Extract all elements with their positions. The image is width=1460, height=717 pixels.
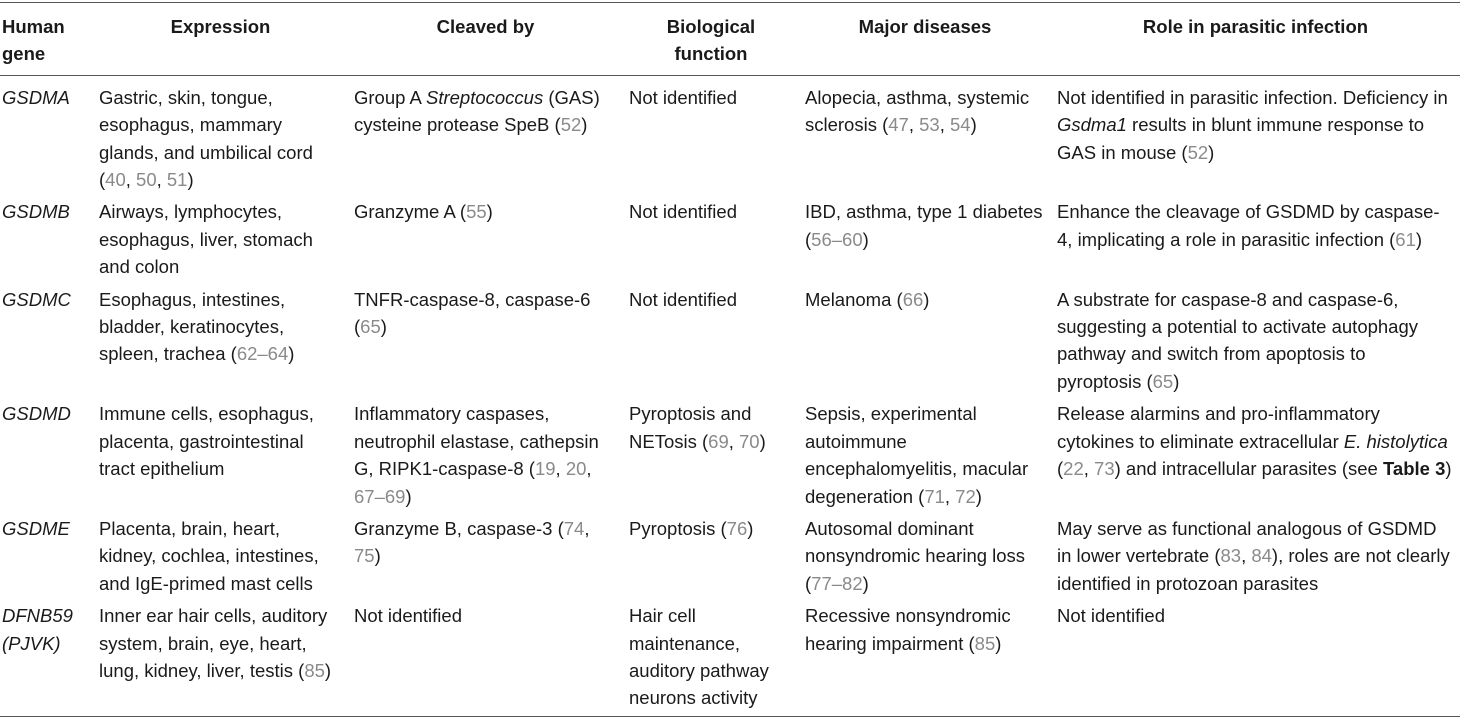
text: ) (923, 288, 930, 310)
italic-term: Streptococcus (426, 86, 544, 108)
text: ( (1057, 458, 1064, 480)
table-row (0, 510, 1460, 597)
text: ) (324, 659, 332, 681)
separator: , (125, 169, 137, 191)
reference-link[interactable]: 66 (902, 288, 924, 310)
reference-link[interactable]: 65 (1152, 370, 1174, 392)
text: Granzyme A ( (354, 201, 467, 223)
text: Inner ear hair cells, auditory system, brain, eye, heart, lung, kidney, liver, testis ( (99, 605, 328, 681)
reference-link[interactable]: 54 (949, 114, 971, 136)
separator: , (584, 517, 590, 539)
gasdermin-table (0, 2, 1460, 717)
italic-term: E. histolytica (1343, 430, 1448, 452)
reference-link[interactable]: 19 (534, 458, 556, 480)
table-row (0, 597, 1460, 716)
reference-link[interactable]: 22 (1063, 458, 1084, 480)
text: Esophagus, intestines, bladder, keratinocytes, spleen, trachea ( (99, 288, 286, 365)
reference-link[interactable]: 74 (563, 517, 585, 539)
cleaved-by-cell (348, 193, 623, 280)
reference-link[interactable]: 71 (924, 485, 945, 507)
text: Granzyme B, caspase-3 ( (354, 517, 564, 539)
reference-link[interactable]: 84 (1251, 545, 1272, 567)
table-row (0, 193, 1460, 280)
cleaved-by-cell: Not identified (348, 597, 623, 716)
separator: , (728, 430, 740, 452)
text: ) (486, 201, 493, 223)
diseases-cell (799, 281, 1051, 396)
cleaved-by-cell (348, 75, 623, 193)
function-cell: Not identified (629, 86, 737, 108)
expression-cell: Immune cells, esophagus, placenta, gastrointestinal tract epithelium (99, 403, 314, 480)
text: May serve as functional analogous of GSDMD in lower vertebrate ( (1057, 517, 1437, 567)
text: Inflammatory caspases, neutrophil elastase, cathepsin G, RIPK1-caspase-8 ( (354, 403, 599, 480)
text: Pyroptosis ( (629, 517, 727, 539)
reference-link[interactable]: 61 (1395, 228, 1416, 250)
diseases-cell (799, 395, 1051, 510)
reference-link[interactable]: 51 (166, 169, 188, 191)
text: Group A (354, 86, 426, 108)
gene-name: GSDMD (2, 403, 71, 425)
text: ) (1445, 458, 1452, 480)
header-expression: Expression (93, 3, 348, 76)
table-3-link[interactable]: Table 3 (1383, 458, 1446, 480)
text: ) (374, 545, 381, 567)
function-cell: Not identified (629, 201, 737, 223)
text: ) (747, 517, 754, 539)
text: ) (1415, 228, 1423, 250)
header-row (0, 3, 1460, 76)
expression-cell: Placenta, brain, heart, kidney, cochlea, intestines, and IgE-primed mast cells (99, 517, 319, 594)
role-cell (1051, 395, 1460, 510)
text: ) (581, 114, 588, 136)
separator: , (586, 458, 592, 480)
reference-link[interactable]: 75 (354, 545, 375, 567)
reference-link[interactable]: 53 (919, 114, 940, 136)
reference-link[interactable]: 76 (726, 517, 748, 539)
text: Recessive nonsyndromic hearing impairment ( (805, 605, 1011, 654)
reference-link[interactable]: 72 (955, 485, 976, 507)
header-role: Role in parasitic infection (1051, 3, 1460, 76)
gene-name: GSDMC (2, 288, 71, 310)
reference-link[interactable]: 52 (1187, 141, 1209, 163)
reference-link[interactable]: 85 (974, 632, 996, 654)
gene-name: DFNB59 (PJVK) (0, 597, 93, 716)
expression-cell (93, 75, 348, 193)
header-gene: Human gene (0, 3, 93, 76)
text: ) (1173, 370, 1180, 392)
header-diseases: Major diseases (799, 3, 1051, 76)
gene-name: GSDMA (2, 86, 70, 108)
text: Pyroptosis and NETosis ( (629, 403, 752, 452)
expression-cell: Airways, lymphocytes, esophagus, liver, stomach and colon (99, 201, 313, 278)
text: ) (288, 343, 295, 365)
reference-link[interactable]: 20 (565, 458, 587, 480)
separator: , (1083, 458, 1095, 480)
reference-link[interactable]: 50 (136, 169, 157, 191)
text: ) (995, 632, 1002, 654)
role-cell (1051, 510, 1460, 597)
reference-link[interactable]: 40 (105, 169, 126, 191)
text: TNFR-caspase-8, caspase-6 ( (354, 288, 591, 338)
reference-link[interactable]: 69 (708, 430, 729, 452)
role-cell (1051, 193, 1460, 280)
reference-link[interactable]: 83 (1220, 545, 1242, 567)
function-cell (623, 395, 799, 510)
diseases-cell (799, 75, 1051, 193)
text: ) (187, 169, 194, 191)
text: Gastric, skin, tongue, esophagus, mammary glands, and umbilical cord ( (99, 86, 313, 191)
reference-link[interactable]: 70 (739, 430, 760, 452)
text: Alopecia, asthma, systemic sclerosis ( (805, 86, 1030, 136)
header-cleaved-by: Cleaved by (348, 3, 623, 76)
text: ) and intracellular parasites (see (1114, 458, 1383, 480)
function-cell (623, 510, 799, 597)
text: ) (405, 485, 412, 507)
reference-link[interactable]: 67–69 (354, 485, 406, 507)
separator: , (156, 169, 167, 191)
function-cell: Not identified (629, 288, 737, 310)
separator: , (944, 485, 956, 507)
separator: , (908, 114, 920, 136)
separator: , (555, 458, 566, 480)
table-row (0, 395, 1460, 510)
table-row (0, 75, 1460, 193)
text: ) (862, 572, 869, 594)
cleaved-by-cell (348, 510, 623, 597)
expression-cell (93, 281, 348, 396)
diseases-cell (799, 597, 1051, 716)
function-cell: Hair cell maintenance, auditory pathway neurons activity (623, 597, 799, 716)
italic-term: Gsdma1 (1057, 114, 1127, 136)
text: ) (759, 430, 766, 452)
text: Release alarmins and pro-inflammatory cytokines to eliminate extracellular (1057, 403, 1380, 452)
reference-link[interactable]: 85 (304, 659, 325, 681)
expression-cell (93, 597, 348, 716)
gene-name: GSDME (2, 517, 70, 539)
reference-link[interactable]: 47 (888, 114, 909, 136)
text: ) (380, 316, 387, 338)
text: Melanoma ( (805, 288, 903, 310)
reference-link[interactable]: 52 (560, 114, 582, 136)
text: Not identified in parasitic infection. Deficiency in (1057, 86, 1448, 108)
text: results in blunt immune response to GAS in mouse ( (1057, 114, 1425, 163)
reference-link[interactable]: 56–60 (811, 228, 863, 250)
reference-link[interactable]: 73 (1094, 458, 1115, 480)
reference-link[interactable]: 77–82 (811, 572, 863, 594)
text: ) (970, 114, 977, 136)
reference-link[interactable]: 65 (360, 316, 381, 338)
text: ) (1208, 141, 1215, 163)
table-row (0, 281, 1460, 396)
diseases-cell (799, 193, 1051, 280)
cleaved-by-cell (348, 395, 623, 510)
reference-link[interactable]: 62–64 (236, 343, 289, 365)
text: Autosomal dominant nonsyndromic hearing loss ( (805, 517, 1026, 594)
header-function: Biological function (623, 3, 799, 76)
text: ) (975, 485, 982, 507)
role-cell (1051, 281, 1460, 396)
gene-name: GSDMB (2, 201, 70, 223)
text: ), roles are not clearly identified in protozoan parasites (1057, 545, 1450, 594)
role-cell (1051, 75, 1460, 193)
reference-link[interactable]: 55 (466, 201, 487, 223)
diseases-cell (799, 510, 1051, 597)
text: IBD, asthma, type 1 diabetes ( (805, 201, 1043, 250)
text: Enhance the cleavage of GSDMD by caspase-4, implicating a role in parasitic infection ( (1057, 201, 1440, 250)
separator: , (1241, 545, 1252, 567)
text: ) (862, 228, 869, 250)
cleaved-by-cell (348, 281, 623, 396)
text: A substrate for caspase-8 and caspase-6, suggesting a potential to activate autophagy pathway and switch from apoptosis to pyroptosis ( (1057, 288, 1419, 392)
text: (GAS) cysteine protease SpeB ( (354, 86, 600, 136)
role-cell: Not identified (1051, 597, 1460, 716)
text: Sepsis, experimental autoimmune encephalomyelitis, macular degeneration ( (805, 403, 1029, 507)
separator: , (939, 114, 950, 136)
